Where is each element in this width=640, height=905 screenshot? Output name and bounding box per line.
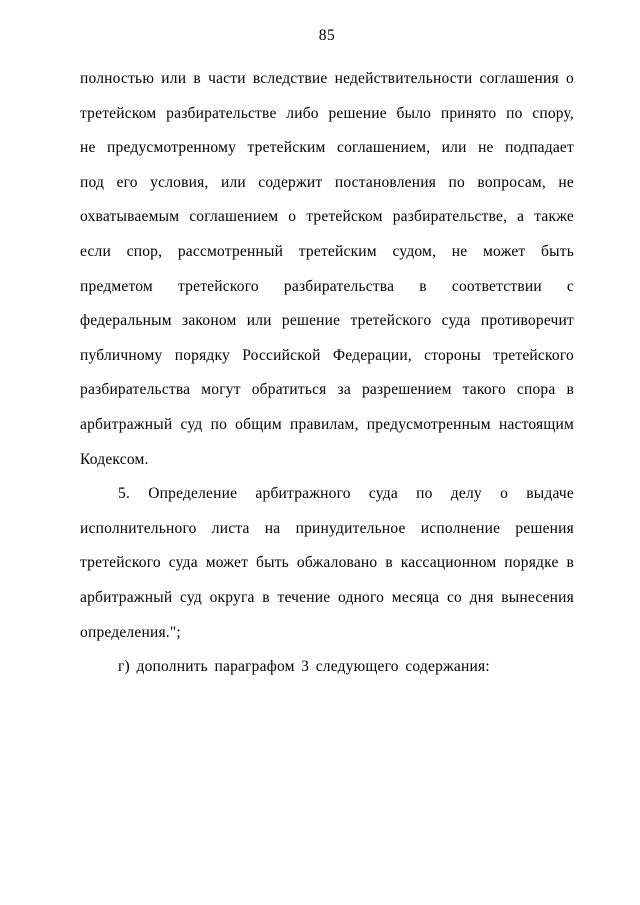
body-paragraph-item-5: 5. Определение арбитражного суда по делу о выдаче исполнительного листа на принудительное исполнение решения третейского суда может быть обжаловано в кассационном порядке в арбитражный суд округа в течение одного месяца со дня вынесения определения.";: [80, 485, 574, 641]
body-paragraph-continuation: полностью или в части вследствие недействительности соглашения о третейском разбирательстве либо решение было принято по спору, не предусмотренному третейским соглашением, или не подпадает под его условия, или содержит постановления по вопросам, не охватываемым соглашением о третейском разбирательстве, а также если спор, рассмотренный третейским судом, не может быть предметом третейского разбирательства в соответствии с федеральным законом или решение третейского суда противоречит публичному порядку Российской Федерации, стороны третейского разбирательства могут обратиться за разрешением такого спора в арбитражный суд по общим правилам, предусмотренным настоящим Кодексом.: [80, 70, 574, 468]
body-paragraph-subitem-g: г) дополнить параграфом 3 следующего содержания:: [118, 658, 490, 676]
page-number: 85: [318, 27, 336, 44]
